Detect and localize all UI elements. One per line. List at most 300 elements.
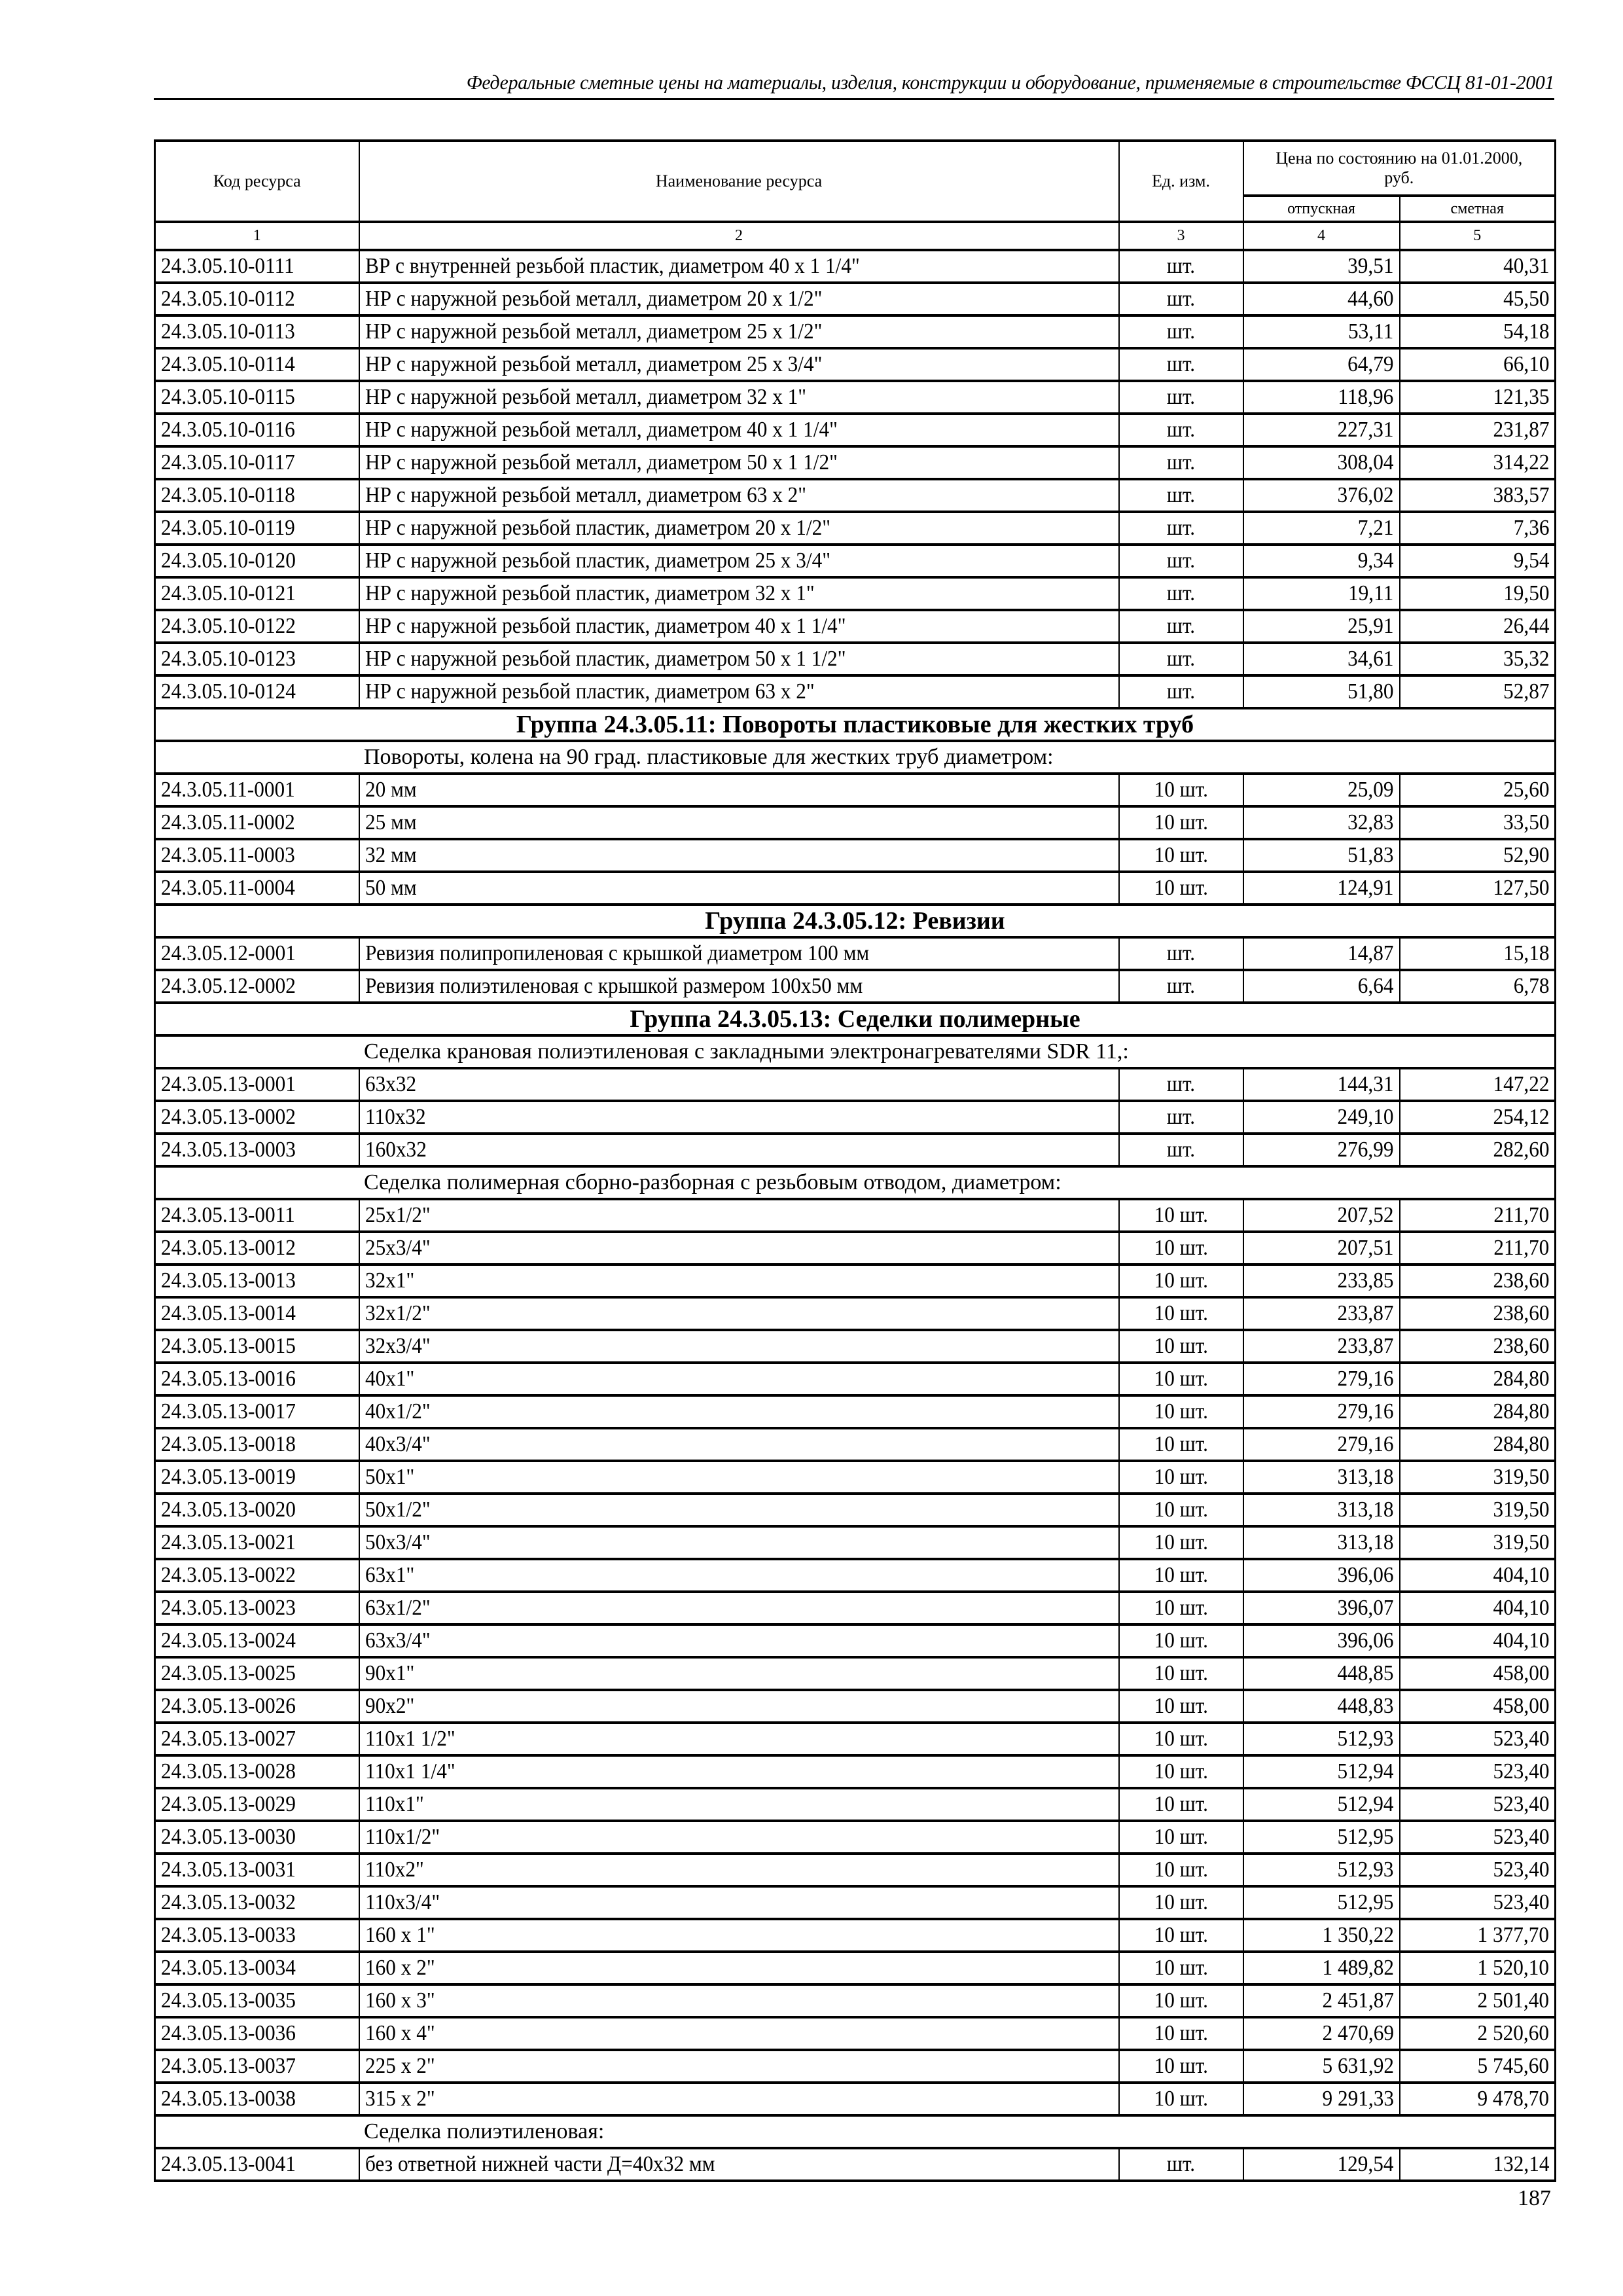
- estimate-price-cell: [1400, 1134, 1556, 1166]
- resource-code-cell: [155, 937, 359, 970]
- unit-cell: [1119, 1723, 1243, 1755]
- table-row: [155, 1723, 1556, 1755]
- resource-name-cell: [359, 1297, 1119, 1330]
- resource-code-cell: [155, 315, 359, 348]
- estimate-price-cell: [1400, 610, 1556, 643]
- unit-cell: [1119, 512, 1243, 545]
- resource-name-cell: [359, 1068, 1119, 1101]
- resource-code-cell: [155, 1428, 359, 1461]
- release-price-cell: [1243, 1723, 1400, 1755]
- unit-cell: [1119, 1657, 1243, 1690]
- resource-name-cell: [359, 1101, 1119, 1134]
- resource-code-cell: [155, 1690, 359, 1723]
- resource-name-cell: [359, 1526, 1119, 1559]
- release-price-cell: [1243, 839, 1400, 872]
- resource-code-cell: [155, 643, 359, 675]
- resource-code-cell-text: 24.3.05.10-0122: [161, 614, 296, 638]
- resource-code-cell: [155, 1526, 359, 1559]
- column-number: 4: [1243, 222, 1400, 250]
- estimate-price-cell: [1400, 1297, 1556, 1330]
- unit-cell-text: 10 шт.: [1154, 2021, 1208, 2045]
- unit-cell: [1119, 1821, 1243, 1854]
- unit-cell: [1119, 1592, 1243, 1624]
- header-estimate-price: сметная: [1400, 196, 1556, 222]
- unit-cell: [1119, 1952, 1243, 1984]
- running-header: Федеральные сметные цены на материалы, изделия, конструкции и оборудование, применяемые в строительстве ФССЦ 81-01-2001: [466, 71, 1554, 94]
- unit-cell-text: 10 шт.: [1154, 1661, 1208, 1685]
- release-price-cell-text: 207,51: [1337, 1236, 1394, 1260]
- release-price-cell-text: 276,99: [1337, 1138, 1394, 1162]
- unit-cell-text: 10 шт.: [1154, 1956, 1208, 1980]
- table-row: [155, 675, 1556, 708]
- resource-code-cell: [155, 2017, 359, 2050]
- unit-cell-text: 10 шт.: [1154, 1301, 1208, 1325]
- resource-code-cell: [155, 2148, 359, 2181]
- estimate-price-cell-text: 54,18: [1503, 319, 1549, 344]
- release-price-cell-text: 2 470,69: [1322, 2021, 1394, 2045]
- release-price-cell: [1243, 381, 1400, 414]
- resource-name-cell-text: НР с наружной резьбой металл, диаметром 20 х 1/2": [365, 287, 822, 311]
- release-price-cell-text: 144,31: [1337, 1072, 1394, 1096]
- resource-code-cell: [155, 1330, 359, 1363]
- unit-cell-text: 10 шт.: [1154, 1399, 1208, 1424]
- resource-code-cell-text: 24.3.05.13-0041: [161, 2152, 296, 2176]
- resource-code-cell: [155, 1363, 359, 1395]
- resource-name-cell: [359, 1788, 1119, 1821]
- resource-name-cell: [359, 1984, 1119, 2017]
- unit-cell: [1119, 1363, 1243, 1395]
- resource-name-cell-text: НР с наружной резьбой пластик, диаметром 25 х 3/4": [365, 548, 830, 573]
- release-price-cell-text: 512,93: [1337, 1857, 1394, 1882]
- unit-cell-text: шт.: [1166, 319, 1196, 344]
- estimate-price-cell-text: 9,54: [1513, 548, 1549, 573]
- unit-cell: [1119, 1461, 1243, 1494]
- release-price-cell-text: 279,16: [1337, 1367, 1394, 1391]
- estimate-price-cell-text: 523,40: [1492, 1825, 1549, 1849]
- group-heading: Группа 24.3.05.11: Повороты пластиковые для жестких труб: [155, 708, 1556, 741]
- unit-cell-text: шт.: [1166, 450, 1196, 475]
- estimate-price-cell: [1400, 1068, 1556, 1101]
- estimate-price-cell-text: 383,57: [1492, 483, 1549, 507]
- resource-name-cell-text: 63х32: [365, 1072, 416, 1096]
- resource-name-cell-text: НР с наружной резьбой металл, диаметром 25 х 1/2": [365, 319, 822, 344]
- release-price-cell: [1243, 970, 1400, 1003]
- resource-name-cell-text: 110х1": [365, 1792, 424, 1816]
- unit-cell: [1119, 1526, 1243, 1559]
- resource-name-cell: [359, 250, 1119, 283]
- release-price-cell-text: 308,04: [1337, 450, 1394, 475]
- table-row: [155, 1592, 1556, 1624]
- resource-code-cell-text: 24.3.05.13-0019: [161, 1465, 296, 1489]
- release-price-cell-text: 376,02: [1337, 483, 1394, 507]
- estimate-price-cell-text: 66,10: [1503, 352, 1549, 376]
- estimate-price-cell-text: 319,50: [1492, 1498, 1549, 1522]
- release-price-cell-text: 233,87: [1337, 1334, 1394, 1358]
- estimate-price-cell: [1400, 1723, 1556, 1755]
- resource-name-cell: [359, 1265, 1119, 1297]
- unit-cell-text: 10 шт.: [1154, 1596, 1208, 1620]
- resource-code-cell-text: 24.3.05.11-0001: [161, 778, 295, 802]
- release-price-cell: [1243, 610, 1400, 643]
- release-price-cell-text: 2 451,87: [1322, 1988, 1394, 2013]
- table-row: [155, 1199, 1556, 1232]
- table-row: [155, 1363, 1556, 1395]
- release-price-cell-text: 512,94: [1337, 1759, 1394, 1784]
- release-price-cell: [1243, 1788, 1400, 1821]
- estimate-price-cell: [1400, 2017, 1556, 2050]
- resource-code-cell: [155, 479, 359, 512]
- resource-code-cell-text: 24.3.05.10-0111: [161, 254, 294, 278]
- release-price-cell: [1243, 643, 1400, 675]
- resource-code-cell-text: 24.3.05.13-0028: [161, 1759, 296, 1784]
- estimate-price-cell: [1400, 2148, 1556, 2181]
- estimate-price-cell: [1400, 1199, 1556, 1232]
- resource-name-cell-text: НР с наружной резьбой металл, диаметром 25 х 3/4": [365, 352, 822, 376]
- release-price-cell-text: 512,93: [1337, 1727, 1394, 1751]
- estimate-price-cell-text: 523,40: [1492, 1792, 1549, 1816]
- table-row: [155, 872, 1556, 905]
- unit-cell-text: 10 шт.: [1154, 1268, 1208, 1293]
- resource-code-cell-text: 24.3.05.10-0113: [161, 319, 295, 344]
- resource-name-cell-text: НР с наружной резьбой металл, диаметром 63 х 2": [365, 483, 806, 507]
- release-price-cell-text: 9 291,33: [1322, 2087, 1394, 2111]
- estimate-price-cell-text: 52,87: [1503, 679, 1549, 704]
- estimate-price-cell: [1400, 1395, 1556, 1428]
- table-row: [155, 414, 1556, 446]
- release-price-cell: [1243, 1265, 1400, 1297]
- unit-cell: [1119, 610, 1243, 643]
- estimate-price-cell: [1400, 937, 1556, 970]
- table-row: [155, 1886, 1556, 1919]
- resource-name-cell-text: 40х1": [365, 1367, 414, 1391]
- estimate-price-cell-text: 127,50: [1492, 876, 1549, 900]
- release-price-cell-text: 129,54: [1337, 2152, 1394, 2176]
- table-row: [155, 1297, 1556, 1330]
- unit-cell: [1119, 1624, 1243, 1657]
- resource-name-cell-text: 32х1": [365, 1268, 414, 1293]
- unit-cell: [1119, 1395, 1243, 1428]
- estimate-price-cell-text: 284,80: [1492, 1432, 1549, 1456]
- resource-code-cell: [155, 1559, 359, 1592]
- table-row: [155, 1101, 1556, 1134]
- release-price-cell-text: 396,06: [1337, 1563, 1394, 1587]
- unit-cell: [1119, 1919, 1243, 1952]
- resource-code-cell: [155, 1101, 359, 1134]
- release-price-cell: [1243, 1886, 1400, 1919]
- unit-cell-text: 10 шт.: [1154, 1792, 1208, 1816]
- table-row: [155, 381, 1556, 414]
- unit-cell: [1119, 970, 1243, 1003]
- resource-name-cell: [359, 446, 1119, 479]
- release-price-cell-text: 124,91: [1337, 876, 1394, 900]
- table-row: [155, 1788, 1556, 1821]
- resource-name-cell: [359, 1363, 1119, 1395]
- release-price-cell: [1243, 250, 1400, 283]
- estimate-price-cell: [1400, 250, 1556, 283]
- release-price-cell: [1243, 1952, 1400, 1984]
- resource-name-cell: [359, 1494, 1119, 1526]
- resource-name-cell-text: 110х1 1/2": [365, 1727, 455, 1751]
- resource-code-cell-text: 24.3.05.10-0121: [161, 581, 296, 605]
- unit-cell-text: 10 шт.: [1154, 778, 1208, 802]
- resource-code-cell-text: 24.3.05.13-0029: [161, 1792, 296, 1816]
- resource-code-cell-text: 24.3.05.13-0038: [161, 2087, 296, 2111]
- estimate-price-cell-text: 2 520,60: [1477, 2021, 1549, 2045]
- page-number: 187: [1518, 2186, 1551, 2210]
- estimate-price-cell: [1400, 1494, 1556, 1526]
- resource-name-cell-text: 160 х 3": [365, 1988, 435, 2013]
- release-price-cell: [1243, 283, 1400, 315]
- release-price-cell: [1243, 1363, 1400, 1395]
- unit-cell: [1119, 1690, 1243, 1723]
- table-row: [155, 2083, 1556, 2115]
- resource-code-cell: [155, 250, 359, 283]
- table-row: [155, 348, 1556, 381]
- table-row: [155, 1559, 1556, 1592]
- resource-code-cell: [155, 1592, 359, 1624]
- resource-code-cell-text: 24.3.05.13-0016: [161, 1367, 296, 1391]
- resource-code-cell-text: 24.3.05.13-0022: [161, 1563, 296, 1587]
- unit-cell-text: шт.: [1166, 516, 1196, 540]
- resource-name-cell-text: 160х32: [365, 1138, 427, 1162]
- resource-code-cell: [155, 1854, 359, 1886]
- resource-name-cell-text: 110х1/2": [365, 1825, 440, 1849]
- unit-cell: [1119, 250, 1243, 283]
- resource-name-cell-text: 315 х 2": [365, 2087, 435, 2111]
- release-price-cell: [1243, 774, 1400, 806]
- table-row: [155, 937, 1556, 970]
- resource-name-cell: [359, 2050, 1119, 2083]
- estimate-price-cell-text: 404,10: [1492, 1628, 1549, 1653]
- resource-name-cell: [359, 2017, 1119, 2050]
- unit-cell-text: шт.: [1166, 941, 1196, 965]
- table-row: [155, 2017, 1556, 2050]
- estimate-price-cell-text: 9 478,70: [1477, 2087, 1549, 2111]
- table-row: [155, 1919, 1556, 1952]
- group-heading-row: [155, 1003, 1556, 1035]
- release-price-cell-text: 5 631,92: [1322, 2054, 1394, 2078]
- resource-name-cell: [359, 2083, 1119, 2115]
- estimate-price-cell-text: 19,50: [1503, 581, 1549, 605]
- estimate-price-cell-text: 231,87: [1492, 418, 1549, 442]
- estimate-price-cell-text: 238,60: [1492, 1268, 1549, 1293]
- table-row: [155, 774, 1556, 806]
- estimate-price-cell: [1400, 315, 1556, 348]
- estimate-price-cell-text: 1 377,70: [1477, 1923, 1549, 1947]
- release-price-cell: [1243, 2017, 1400, 2050]
- resource-name-cell-text: Ревизия полиэтиленовая с крышкой размером 100х50 мм: [365, 974, 863, 998]
- release-price-cell: [1243, 414, 1400, 446]
- release-price-cell-text: 512,94: [1337, 1792, 1394, 1816]
- unit-cell: [1119, 1199, 1243, 1232]
- resource-name-cell: [359, 1134, 1119, 1166]
- resource-code-cell: [155, 1297, 359, 1330]
- estimate-price-cell-text: 404,10: [1492, 1596, 1549, 1620]
- estimate-price-cell-text: 40,31: [1503, 254, 1549, 278]
- resource-name-cell-text: 63х3/4": [365, 1628, 431, 1653]
- release-price-cell-text: 39,51: [1347, 254, 1394, 278]
- subgroup-heading-row: [155, 741, 1556, 774]
- resource-name-cell-text: без ответной нижней части Д=40х32 мм: [365, 2152, 715, 2176]
- estimate-price-cell-text: 26,44: [1503, 614, 1549, 638]
- unit-cell: [1119, 1788, 1243, 1821]
- table-row: [155, 970, 1556, 1003]
- estimate-price-cell-text: 523,40: [1492, 1759, 1549, 1784]
- table-row: [155, 1330, 1556, 1363]
- resource-code-cell: [155, 1952, 359, 1984]
- unit-cell-text: шт.: [1166, 254, 1196, 278]
- release-price-cell: [1243, 1068, 1400, 1101]
- unit-cell-text: 10 шт.: [1154, 1498, 1208, 1522]
- table-row: [155, 643, 1556, 675]
- unit-cell: [1119, 774, 1243, 806]
- resource-name-cell-text: 50х3/4": [365, 1530, 431, 1554]
- release-price-cell: [1243, 1755, 1400, 1788]
- resource-name-cell: [359, 839, 1119, 872]
- release-price-cell: [1243, 1624, 1400, 1657]
- unit-cell-text: шт.: [1166, 483, 1196, 507]
- resource-name-cell: [359, 1330, 1119, 1363]
- resource-code-cell: [155, 1755, 359, 1788]
- resource-code-cell: [155, 577, 359, 610]
- estimate-price-cell: [1400, 1919, 1556, 1952]
- estimate-price-cell: [1400, 2083, 1556, 2115]
- table-body: [155, 250, 1556, 2181]
- release-price-cell-text: 34,61: [1347, 647, 1394, 671]
- estimate-price-cell: [1400, 806, 1556, 839]
- release-price-cell: [1243, 806, 1400, 839]
- release-price-cell: [1243, 545, 1400, 577]
- resource-name-cell: [359, 512, 1119, 545]
- estimate-price-cell: [1400, 1952, 1556, 1984]
- resource-name-cell: [359, 1755, 1119, 1788]
- estimate-price-cell-text: 7,36: [1513, 516, 1549, 540]
- unit-cell: [1119, 2083, 1243, 2115]
- unit-cell: [1119, 839, 1243, 872]
- release-price-cell: [1243, 1854, 1400, 1886]
- resource-code-cell: [155, 348, 359, 381]
- estimate-price-cell-text: 523,40: [1492, 1890, 1549, 1914]
- resource-code-cell: [155, 1919, 359, 1952]
- resource-code-cell-text: 24.3.05.13-0017: [161, 1399, 296, 1424]
- estimate-price-cell-text: 33,50: [1503, 810, 1549, 834]
- unit-cell-text: шт.: [1166, 548, 1196, 573]
- table-row: [155, 1690, 1556, 1723]
- resource-name-cell-text: 63х1": [365, 1563, 414, 1587]
- resource-name-cell-text: 50х1/2": [365, 1498, 431, 1522]
- unit-cell-text: 10 шт.: [1154, 1628, 1208, 1653]
- resource-name-cell-text: 90х2": [365, 1694, 414, 1718]
- release-price-cell-text: 64,79: [1347, 352, 1394, 376]
- table-row: [155, 839, 1556, 872]
- release-price-cell: [1243, 937, 1400, 970]
- unit-cell: [1119, 2050, 1243, 2083]
- unit-cell: [1119, 1134, 1243, 1166]
- unit-cell-text: шт.: [1166, 2152, 1196, 2176]
- release-price-cell: [1243, 446, 1400, 479]
- release-price-cell-text: 279,16: [1337, 1432, 1394, 1456]
- subgroup-heading: Седелка крановая полиэтиленовая с закладными электронагревателями SDR 11,:: [155, 1035, 1556, 1068]
- estimate-price-cell-text: 6,78: [1513, 974, 1549, 998]
- group-heading-row: [155, 905, 1556, 937]
- header-unit: Ед. изм.: [1119, 141, 1243, 222]
- resource-code-cell-text: 24.3.05.12-0001: [161, 941, 296, 965]
- resource-name-cell-text: 50х1": [365, 1465, 414, 1489]
- estimate-price-cell-text: 238,60: [1492, 1301, 1549, 1325]
- estimate-price-cell: [1400, 1461, 1556, 1494]
- unit-cell: [1119, 1330, 1243, 1363]
- release-price-cell-text: 396,07: [1337, 1596, 1394, 1620]
- unit-cell-text: 10 шт.: [1154, 1923, 1208, 1947]
- unit-cell: [1119, 315, 1243, 348]
- resource-code-cell-text: 24.3.05.13-0015: [161, 1334, 296, 1358]
- table-row: [155, 2050, 1556, 2083]
- resource-code-cell: [155, 512, 359, 545]
- resource-code-cell-text: 24.3.05.13-0034: [161, 1956, 296, 1980]
- unit-cell-text: 10 шт.: [1154, 1334, 1208, 1358]
- resource-code-cell-text: 24.3.05.13-0036: [161, 2021, 296, 2045]
- unit-cell-text: 10 шт.: [1154, 2087, 1208, 2111]
- unit-cell: [1119, 2017, 1243, 2050]
- estimate-price-cell: [1400, 2050, 1556, 2083]
- estimate-price-cell-text: 314,22: [1492, 450, 1549, 475]
- resource-name-cell: [359, 643, 1119, 675]
- resource-name-cell-text: 160 х 2": [365, 1956, 435, 1980]
- resource-name-cell: [359, 1395, 1119, 1428]
- release-price-cell-text: 233,85: [1337, 1268, 1394, 1293]
- table-row: [155, 1395, 1556, 1428]
- estimate-price-cell-text: 284,80: [1492, 1367, 1549, 1391]
- resource-name-cell: [359, 1624, 1119, 1657]
- resource-name-cell: [359, 872, 1119, 905]
- release-price-cell: [1243, 1526, 1400, 1559]
- resource-code-cell-text: 24.3.05.13-0027: [161, 1727, 296, 1751]
- resource-code-cell: [155, 1624, 359, 1657]
- unit-cell: [1119, 1755, 1243, 1788]
- resource-name-cell: [359, 1854, 1119, 1886]
- estimate-price-cell-text: 254,12: [1492, 1105, 1549, 1129]
- table-row: [155, 1265, 1556, 1297]
- resource-code-cell-text: 24.3.05.13-0037: [161, 2054, 296, 2078]
- resource-name-cell-text: НР с наружной резьбой пластик, диаметром 40 х 1 1/4": [365, 614, 846, 638]
- header-code: Код ресурса: [155, 141, 359, 222]
- estimate-price-cell: [1400, 643, 1556, 675]
- release-price-cell-text: 448,85: [1337, 1661, 1394, 1685]
- estimate-price-cell: [1400, 1657, 1556, 1690]
- estimate-price-cell: [1400, 1232, 1556, 1265]
- resource-name-cell-text: 32 мм: [365, 843, 417, 867]
- estimate-price-cell-text: 319,50: [1492, 1530, 1549, 1554]
- estimate-price-cell: [1400, 1428, 1556, 1461]
- release-price-cell: [1243, 512, 1400, 545]
- subgroup-heading-row: [155, 1035, 1556, 1068]
- resource-code-cell: [155, 1886, 359, 1919]
- release-price-cell-text: 512,95: [1337, 1825, 1394, 1849]
- unit-cell-text: шт.: [1166, 581, 1196, 605]
- unit-cell: [1119, 1265, 1243, 1297]
- unit-cell: [1119, 1428, 1243, 1461]
- resource-code-cell: [155, 1788, 359, 1821]
- resource-code-cell-text: 24.3.05.13-0018: [161, 1432, 296, 1456]
- estimate-price-cell: [1400, 1984, 1556, 2017]
- unit-cell-text: 10 шт.: [1154, 1890, 1208, 1914]
- resource-name-cell-text: 25х1/2": [365, 1203, 431, 1227]
- table-row: [155, 446, 1556, 479]
- resource-name-cell: [359, 610, 1119, 643]
- table-row: [155, 2148, 1556, 2181]
- unit-cell: [1119, 1068, 1243, 1101]
- header-name: Наименование ресурса: [359, 141, 1119, 222]
